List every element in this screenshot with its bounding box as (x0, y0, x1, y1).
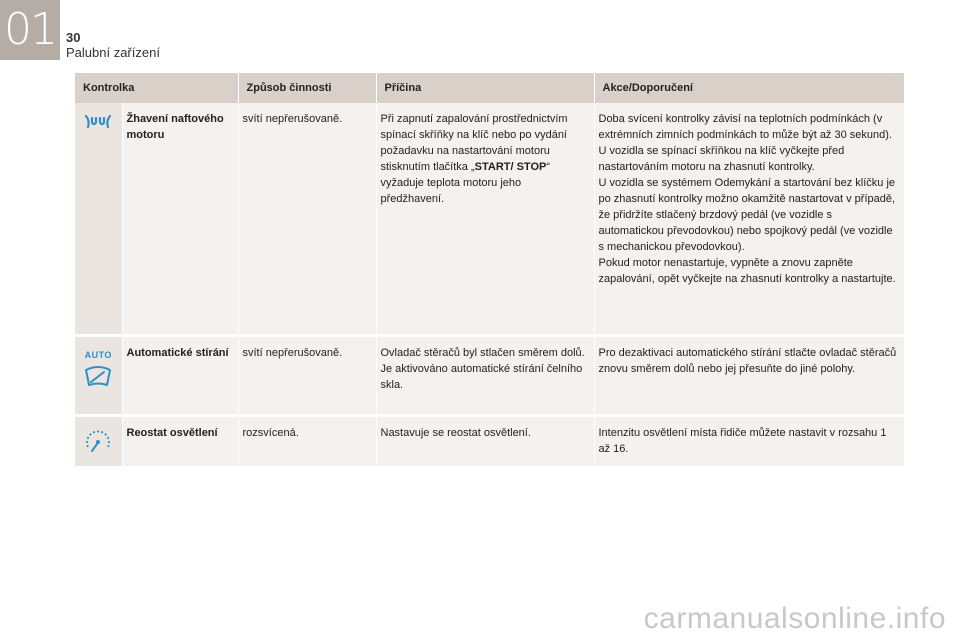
watermark: carmanualsonline.info (643, 602, 946, 635)
start-stop-label: START/ STOP (474, 161, 547, 173)
icon-cell (75, 415, 122, 467)
table-row (75, 103, 904, 335)
table-row (75, 415, 904, 467)
column-header-cause: Příčina (376, 73, 594, 103)
light-name: Automatické stírání (122, 335, 238, 415)
light-action: Doba svícení kontrolky závisí na teplotních podmínkách (v extrémních zimních podmínkách to může být až 30 sekund). U vozidla se spínací skříňkou na klíč vyčkejte před nastartováním motoru na zhasnutí kontrolky. U vozidla se systémem Odemykání a startování bez klíčku je po zhasnutí kontrolky možno okamžitě nastartovat v případě, že přidržíte stlačený brzdový pedál (ve vozidle s automatickou převodovkou) nebo spojkový pedál (ve vozidle s mechanickou převodovkou). Pokud motor nenastartuje, vypněte a znovu zapněte zapalování, opět vyčkejte na zhasnutí kontrolky a nastartujte. (594, 103, 904, 335)
warning-lights-table (75, 73, 904, 469)
light-cause: Nastavuje se reostat osvětlení. (376, 415, 594, 467)
light-mode: svítí nepřerušovaně. (238, 335, 376, 415)
cause-text: Při zapnutí zapalování prostřednictvím spínací skříňky na klíč nebo po vydání požadavku na nastartování motoru stisknutím tlačítka „ (380, 113, 568, 173)
light-name: Reostat osvětlení (122, 415, 238, 467)
glow-plug-icon (83, 113, 113, 131)
light-mode: svítí nepřerušovaně. (238, 103, 376, 335)
page-number: 30 (66, 30, 81, 45)
chapter-number: 01 (4, 4, 56, 55)
section-title: Palubní zařízení (66, 45, 160, 60)
column-header-mode: Způsob činnosti (238, 73, 376, 103)
dimmer-icon (83, 427, 113, 453)
icon-cell (75, 103, 122, 335)
table-row (75, 335, 904, 415)
light-action: Intenzitu osvětlení místa řidiče můžete nastavit v rozsahu 1 až 16. (594, 415, 904, 467)
table-header-row (75, 73, 904, 103)
light-cause (376, 103, 594, 335)
light-action: Pro dezaktivaci automatického stírání stlačte ovladač stěračů znovu směrem dolů nebo jej přesuňte do jiné polohy. (594, 335, 904, 415)
light-cause: Ovladač stěračů byl stlačen směrem dolů. Je aktivováno automatické stírání čelního skla. (376, 335, 594, 415)
light-name: Žhavení naftového motoru (122, 103, 238, 335)
column-header-action: Akce/Doporučení (594, 73, 904, 103)
auto-label: AUTO (84, 349, 112, 360)
icon-cell (75, 335, 122, 415)
cause-text-end: “ vyžaduje teplota motoru jeho předžhavení. (380, 161, 551, 205)
chapter-tab (0, 0, 60, 60)
column-header-kontrolka: Kontrolka (75, 73, 238, 103)
light-mode: rozsvícená. (238, 415, 376, 467)
auto-wiper-icon (83, 365, 113, 389)
